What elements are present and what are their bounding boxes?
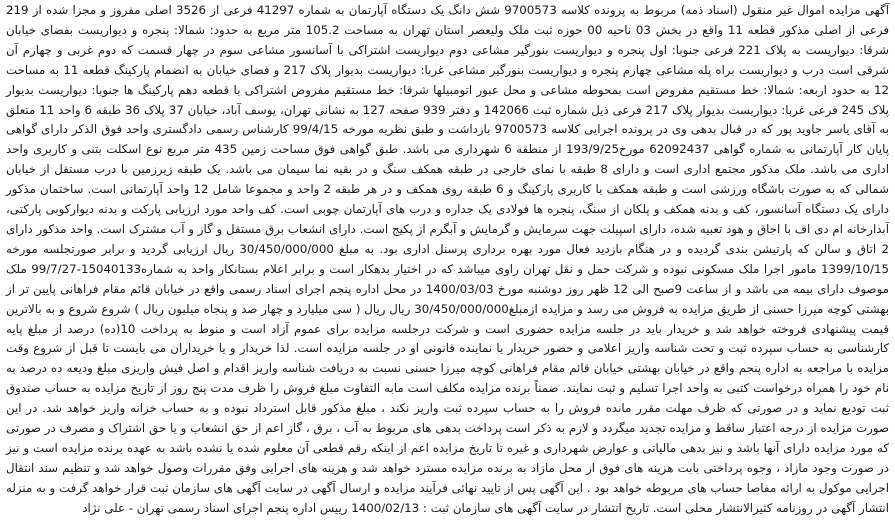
auction-notice-text: آگهی مزایده اموال غیر منقول (اسناد ذمه) مربوط به پرونده کلاسه 9700573 شش دانگ یک دستگاه آپارتمان به شماره 41297 فرعی از 3526 اصلی مفروز و مجزا شده از 219 فرعی از اصلی مذکور قطعه 11 واقع در بخش 03 ناحیه 00 حوزه ثبت ملک ولیعصر استان تهران به مساحت 105.2 متر مربع به حدود: شمالا: پنجره و دیواریست بفضای خیابان شرقا: دیواریست به پلاک 221 فرعی جنوبا: اول پنجره و دیواریست بنورگیر مشاعی دوم دیواریست اشتراکی با آسانسور مشاعی سوم در چهار قسمت که دوم غربی و چهارم آن شرقی است درب و دیواریست براه پله مشاعی چهارم پنجره و دیواریست بنورگیر مشاعی غربا: دیواریست بدیوار پلاک 217 و فضای خیابان به انضمام پارکینگ قطعه 11 به مساحت 12 به حدود اربعه: شمالا: خط مستقیم مفروض است بمحوطه مشاعی و محل عبور اتومبیلها شرقا: خط مستقیم مفروض اشتراکی با قطعه دهم پارکینگ ها جنوبا: دیواریست بدیوار پلاک 245 فرعی غربا: دیواریست بدیوار پلاک 217 فرعی ذیل شماره ثبت 142066 و دفتر 939 صفحه 127 به نشانی تهران، یوسف آباد، خیابان 37 پلاک 36 طبقه 6 واحد 11 متعلق به آقای یاسر جاوید پور که در قبال بدهی وی در پرونده اجرایی کلاسه 9700573 بازداشت و طبق نظریه مورخه 99/4/15 کارشناس رسمی دادگستری واحد فوق الذکر دارای گواهی پایان کار آپارتمانی به شماره گواهی 62092437 مورخ193/9/25 از منطقه 6 شهرداری می باشد. طبق گواهی فوق مساحت زمین 435 متر مربع نوع اسکلت بتنی و کاربری واحد اداری می باشد. ملک مذکور مجتمع اداری است و دارای 8 طبقه با نمای خارجی در طبقه همکف سنگ و در بقیه نما سیمان می باشد. یک طبقه زیرزمین با درب مستقل از خیابان شمالی که به صورت باشگاه ورزشی است و طبقه همکف با کاربری پارکینگ و 6 طبقه روی همکف و در هر طبقه 2 واحد و مجموعا شامل 12 واحد آپارتمانی است. ساختمان مذکور دارای یک دستگاه آسانسور، کف و بدنه همکف و پلکان از سنگ، پنجره ها فولادی یک جداره و درب های آپارتمان چوبی است. کف واحد مورد ارزیابی پارکت و بدنه دیوارکوبی پارکتی، آبدارخانه ام دی اف با اجاق و هود تعبیه شده، دارای اسپیلت جهت سرمایش و گرمایش و آبگرم از پکیج است. دارای انشعاب برق مستقل و گاز و آب مشترک است. واحد مذکور دارای 2 اتاق و سالن که پارتیشن بندی گردیده و در هنگام بازدید فعال مورد بهره برداری پرسنل اداری بود. به مبلغ 30/450/000/000 ریال ارزیابی گردید و برابر صورتجلسه مورخه 1399/10/15 مامور اجرا ملک مسکونی نبوده و شرکت حمل و نقل تهران راوی میباشد که در اختیار بدهکار است و برابر اعلام بستانکار واحد به شماره15040133-99/7/27 ملک موصوف دارای بیمه می باشد و از ساعت 9صبح الی 12 ظهر روز دوشنبه مورخ 1400/03/03 در محل اداره پنجم اجرای اسناد رسمی واقع در خیابان قائم مقام فراهانی پایین تر از بهشتی کوچه میرزا حسنی از طریق مزایده به فروش می رسد و مزایده ازمبلغ30/450/000/000 ریال ریال ( سی میلیارد و چهار صد و پنجاه میلیون ریال ) شروع شروع و به بالاترین قیمت پیشنهادی فروخته خواهد شد و خریدار باید در جلسه مزایده حضوری است و شرکت درجلسه مزایده برای عموم آزاد است و منوط به پرداخت 10(ده) درصد از مبلغ پایه کارشناسی به حساب سپرده ثبت و تحت شناسه واریز اعلامی و حضور خریدار یا نماینده قانونی او در جلسه مزایده است. لذا خریدار و یا خریداران می بایست تا قبل از شروع وقت مزایده با مراجعه به اداره پنجم واقع در خیابان بهشتی خیابان قائم مقام فراهانی کوچه میرزا حسنی نسبت به دریافت شناسه واریز اقدام و اصل فیش واریزی مبلغ ودیعه ده درصد به نام خود را همراه درخواست کتبی به واحد اجرا تسلیم و ثبت نمایند. ضمناً برنده مزایده مکلف است مابه التفاوت مبلغ فروش را ظرف مدت پنج روز از تاریخ مزایده به حساب صندوق ثبت تودیع نماید و در صورتی که ظرف مهلت مقرر مانده فروش را به حساب سپرده ثبت واریز نکند ، مبلغ مذکور قابل استرداد نبوده و به حساب خزانه واریز خواهد شد. در این صورت مزایده از درجه اعتبار ساقط و مزایده تجدید میگردد و لازم به ذکر است پرداخت بدهی های مربوط به آب ، برق ، گاز اعم از حق انشعاب و یا حق اشتراک و مصرف در صورتی که مورد مزایده دارای آنها باشد و نیز بدهی مالیاتی و عوارض شهرداری و غیره تا تاریخ مزایده اعم از اینکه رقم قطعی آن معلوم شده یا نشده باشد به عهده برنده مزایده است و نیز در صورت وجود مازاد ، وجوه پرداختی بابت هزینه های فوق از محل مازاد به برنده مزایده مسترد خواهد شد و هزینه های اجرایی وفق مقررات وصول خواهد شد و تنظیم سند انتقال اجرایی موکول به ارائه مفاصا حساب های مربوطه خواهد بود . این آگهی پس از تایید نهائی فرآیند مزایده و ارسال آگهی در سایت آگهی های سازمان ثبت قرار خواهد گرفت و به منزله انتشار آگهی در روزنامه کثیرالانتشار محلی است. تاریخ انتشار در سایت آگهی های سازمان ثبت : 1400/02/13 رییس اداره پنجم اجرای اسناد رسمی تهران - علی نژاد (6, 3, 890, 515)
